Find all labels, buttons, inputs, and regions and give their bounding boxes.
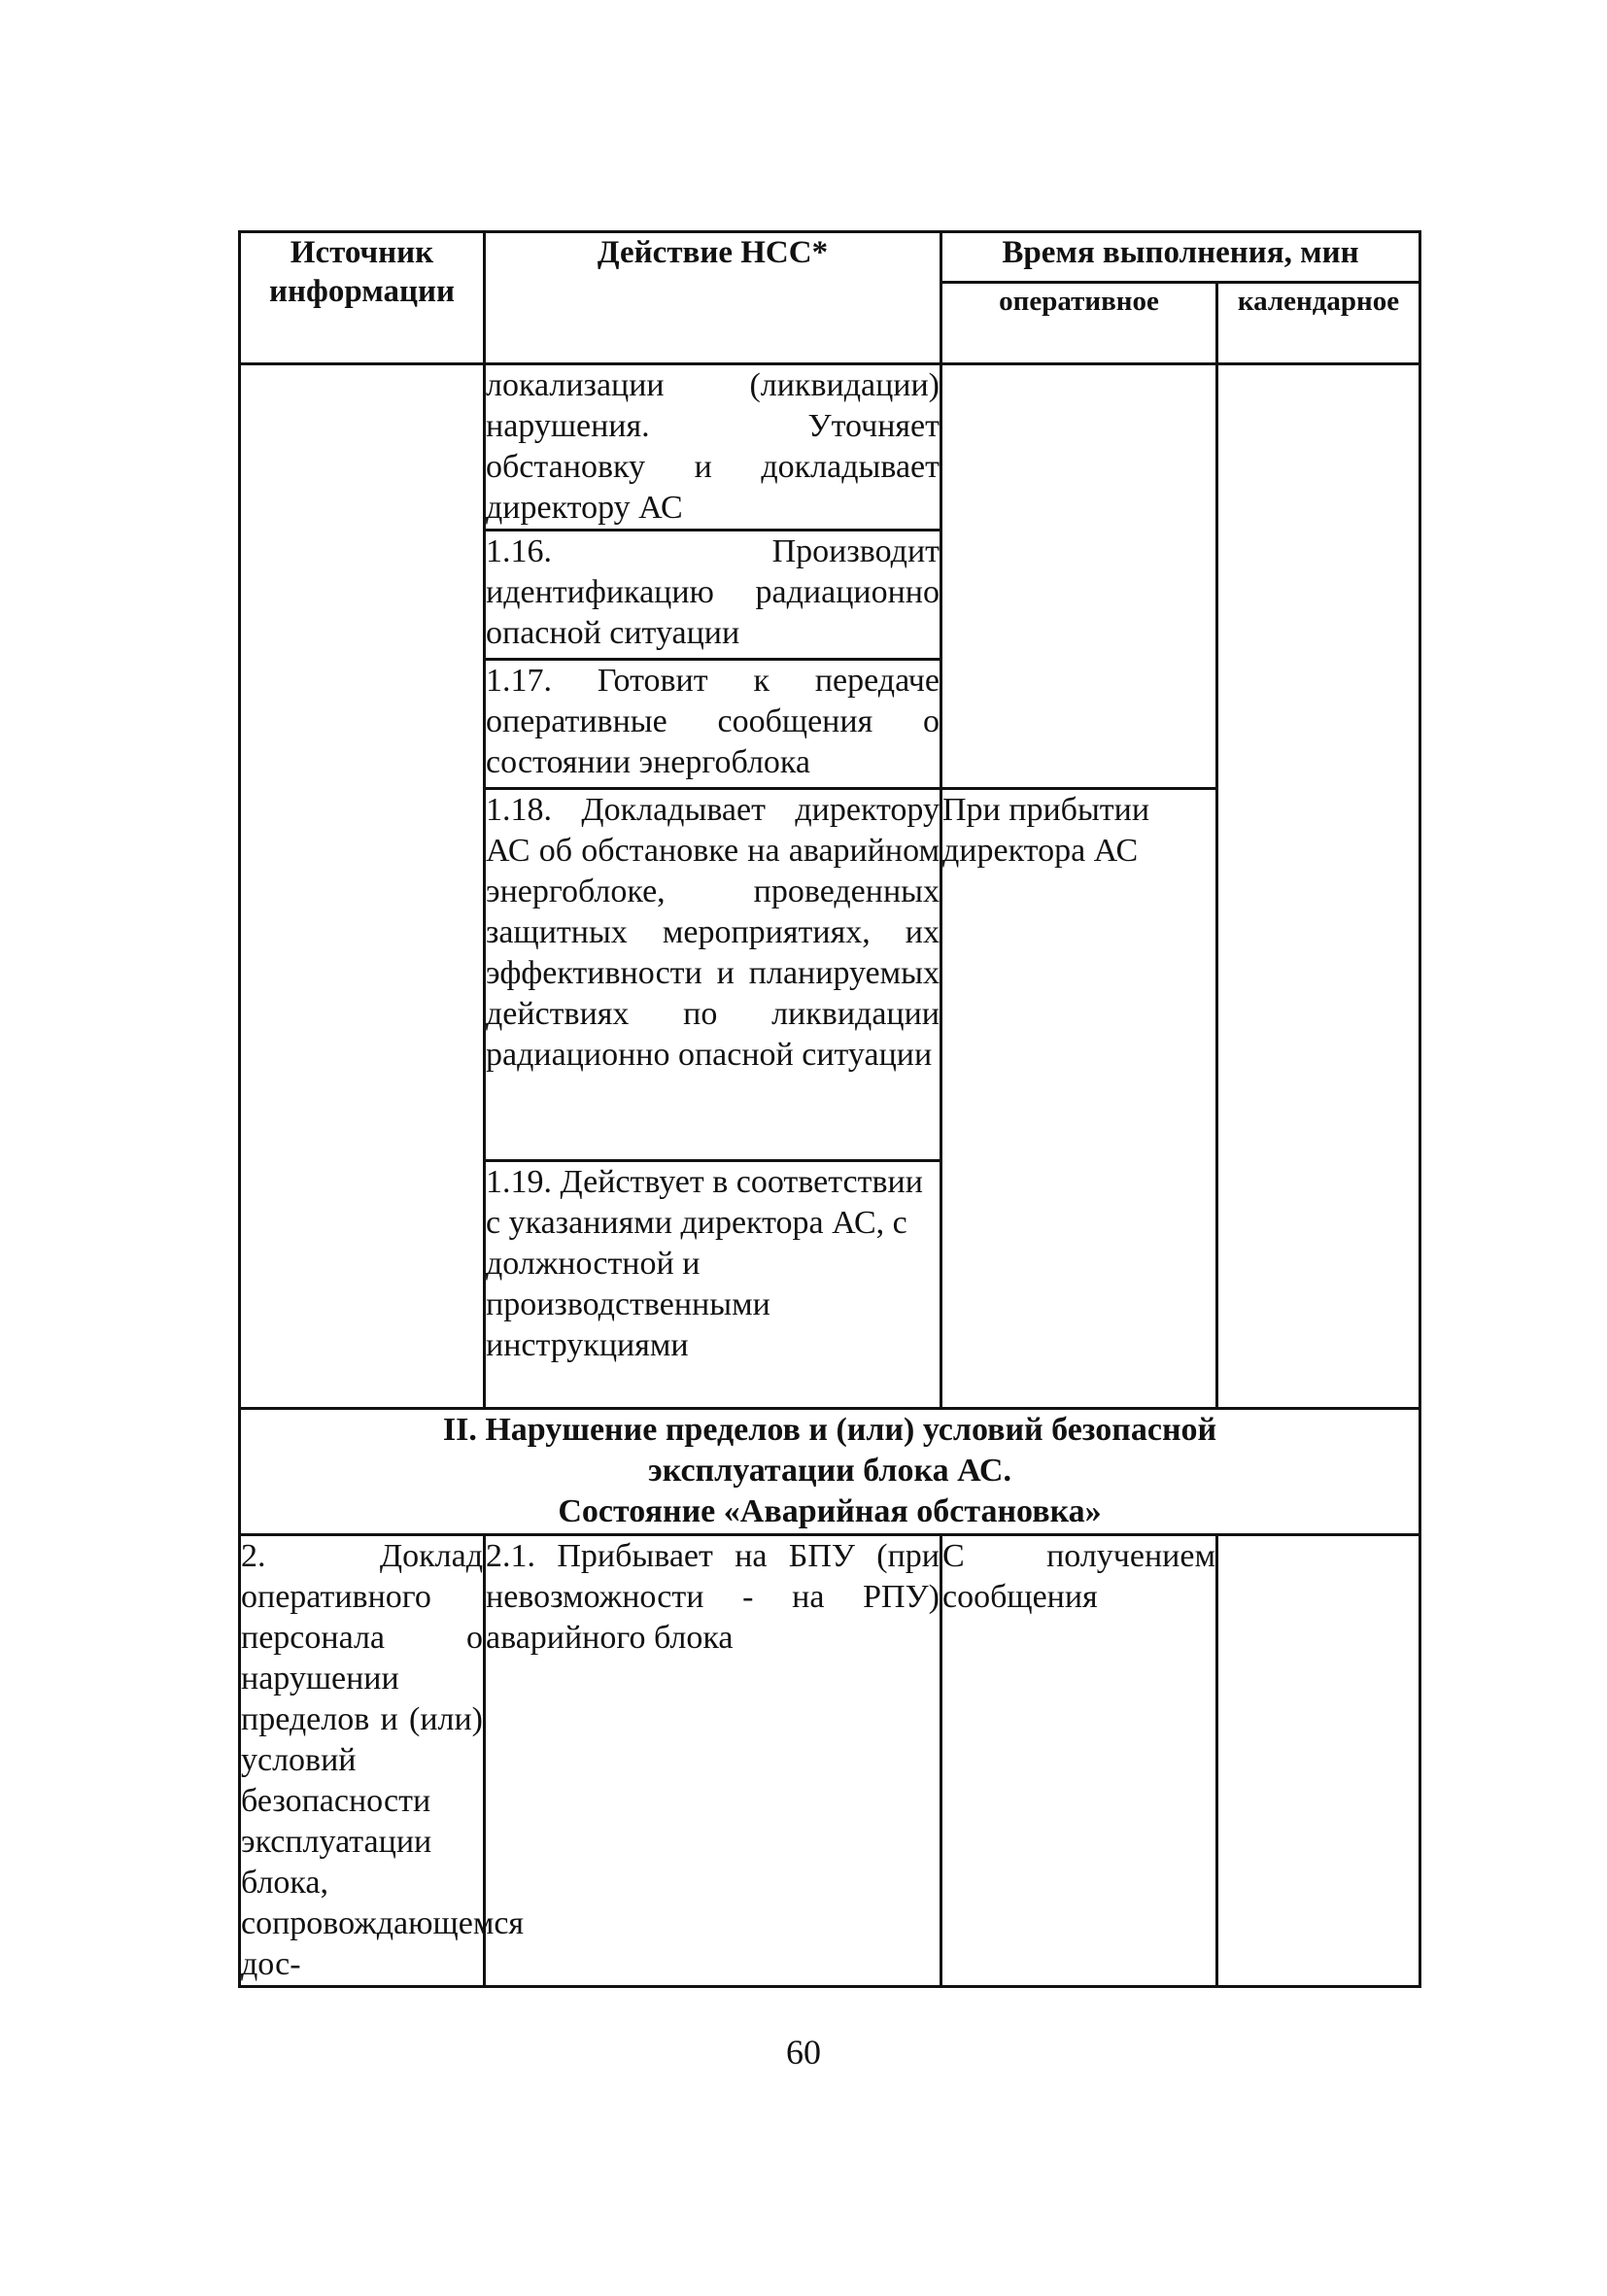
source-cell: 2. Доклад оперативного персонала о нарушении пределов и (или) условий безопасности эксплуатации блока, сопровождающемся дос-: [240, 1535, 485, 1987]
page-number: 60: [786, 2033, 821, 2072]
operative-cell-empty: [941, 364, 1217, 789]
table-row: [240, 364, 1420, 531]
table-header-row: [240, 232, 1420, 283]
action-cell: 1.16. Производит идентификацию радиационно опасной ситуации: [485, 531, 941, 660]
header-source: Источник информации: [240, 232, 485, 364]
action-cell: 1.19. Действует в соответствии с указаниями директора АС, с должностной и производственными инструкциями: [485, 1161, 941, 1409]
header-operative: оперативное: [941, 283, 1217, 364]
section-row: [240, 1409, 1420, 1535]
section-line-3: Состояние «Аварийная обстановка»: [558, 1493, 1102, 1529]
header-calendar: календарное: [1217, 283, 1420, 364]
section-line-1: II. Нарушение пределов и (или) условий безопасной: [442, 1412, 1217, 1448]
action-cell: 1.18. Докладывает директору АС об обстановке на аварийном энергоблоке, проведенных защитных мероприятиях, их эффективности и планируемых действиях по ликвидации радиационно опасной ситуации: [485, 789, 941, 1161]
header-time: Время выполнения, мин: [941, 232, 1420, 283]
table-row: [240, 1535, 1420, 1987]
calendar-cell-empty: [1217, 1535, 1420, 1987]
operative-time-cell: При прибытии директора АС: [941, 789, 1217, 1409]
calendar-cell-empty: [1217, 364, 1420, 1409]
action-cell: 1.17. Готовит к передаче оперативные сообщения о состоянии энергоблока: [485, 660, 941, 789]
procedure-table: [238, 230, 1421, 1988]
action-cell: локализации (ликвидации) нарушения. Уточняет обстановку и докладывает директору АС: [485, 364, 941, 531]
section-heading: [240, 1409, 1420, 1535]
source-cell-empty: [240, 364, 485, 1409]
operative-time-cell: С получением сообщения: [941, 1535, 1217, 1987]
action-cell: 2.1. Прибывает на БПУ (при невозможности - на РПУ) аварийного блока: [485, 1535, 941, 1987]
header-action: Действие НСС*: [485, 232, 941, 364]
section-line-2: эксплуатации блока АС.: [648, 1453, 1011, 1489]
